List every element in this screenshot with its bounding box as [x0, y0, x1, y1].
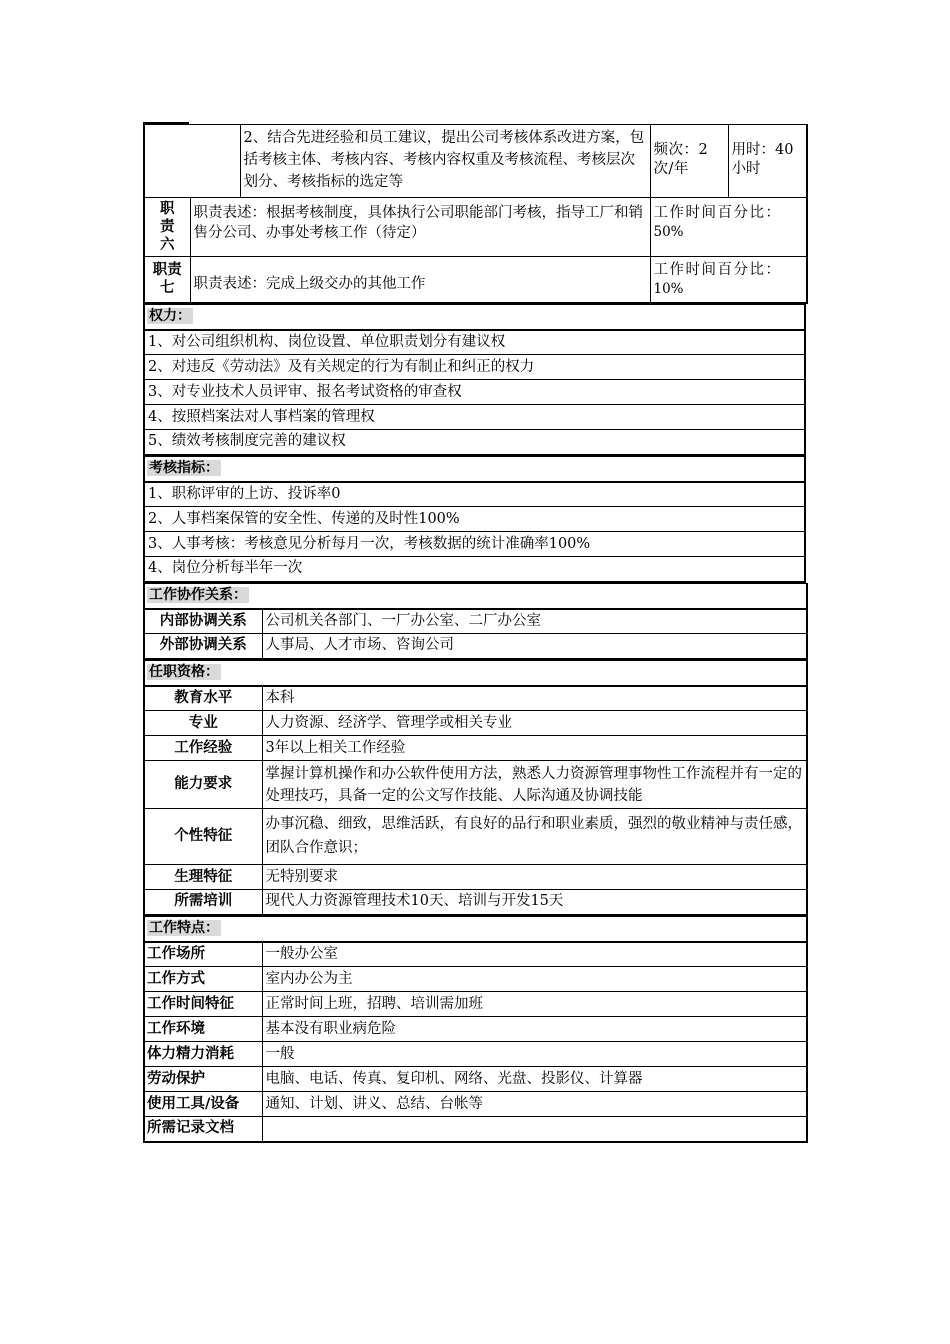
work-environment-label: 工作环境	[144, 1017, 262, 1042]
kpi-item: 2、人事档案保管的安全性、传递的及时性100%	[144, 507, 805, 532]
education-value: 本科	[262, 686, 807, 711]
energy-consumption-label: 体力精力消耗	[144, 1042, 262, 1067]
duty-frequency: 频次：2次/年	[650, 125, 728, 198]
power-title	[144, 304, 805, 330]
work-time-value: 正常时间上班，招聘、培训需加班	[262, 992, 807, 1017]
duties-table	[143, 124, 808, 304]
duty7-percent: 10%	[653, 281, 684, 297]
work-mode-label: 工作方式	[144, 967, 262, 992]
power-title-text: 权力：	[149, 308, 191, 324]
internal-relation-label: 内部协调关系	[144, 609, 262, 634]
power-table	[143, 304, 806, 456]
major-label: 专业	[144, 711, 262, 736]
physical-label: 生理特征	[144, 865, 262, 890]
kpi-title-text: 考核指标：	[149, 460, 219, 476]
work-environment-value: 基本没有职业病危险	[262, 1017, 807, 1042]
job-description-document	[143, 124, 806, 1143]
workplace-label: 工作场所	[144, 942, 262, 967]
major-value: 人力资源、经济学、管理学或相关专业	[262, 711, 807, 736]
records-value	[262, 1117, 807, 1142]
labor-protection-value: 电脑、电话、传真、复印机、网络、光盘、投影仪、计算器	[262, 1067, 807, 1092]
duty7-text: 职责表述：完成上级交办的其他工作	[190, 257, 650, 303]
personality-value: 办事沉稳、细致，思维活跃，有良好的品行和职业素质，强烈的敬业精神与责任感，团队合作意识；	[262, 809, 807, 865]
kpi-table	[143, 456, 806, 583]
cooperation-table	[143, 583, 808, 660]
power-item: 2、对违反《劳动法》及有关规定的行为有制止和纠正的权力	[144, 355, 805, 380]
kpi-item: 3、人事考核：考核意见分析每月一次，考核数据的统计准确率100%	[144, 532, 805, 557]
duty6-row	[144, 198, 807, 257]
duty7-label	[144, 257, 190, 303]
duty6-text: 职责表述：根据考核制度，具体执行公司职能部门考核，指导工厂和销售分公司、办事处考核工作（待定）	[190, 198, 650, 257]
duty6-percent: 50%	[653, 224, 684, 240]
internal-relation-value: 公司机关各部门、一厂办公室、二厂办公室	[262, 609, 807, 634]
experience-value: 3年以上相关工作经验	[262, 736, 807, 761]
features-title-text: 工作特点：	[149, 920, 219, 936]
external-relation-label: 外部协调关系	[144, 634, 262, 659]
power-item: 1、对公司组织机构、岗位设置、单位职责划分有建议权	[144, 330, 805, 355]
features-title	[144, 916, 807, 942]
records-label: 所需记录文档	[144, 1117, 262, 1142]
duty6-percent-label: 工作时间百分比：	[653, 205, 782, 221]
training-value: 现代人力资源管理技术10天、培训与开发15天	[262, 890, 807, 915]
tools-value: 通知、计划、讲义、总结、台帐等	[262, 1092, 807, 1117]
ability-value: 掌握计算机操作和办公软件使用方法，熟悉人力资源管理事物性工作流程并有一定的处理技巧，具备一定的公文写作技能、人际沟通及协调技能	[262, 761, 807, 809]
external-relation-value: 人事局、人才市场、咨询公司	[262, 634, 807, 659]
physical-value: 无特别要求	[262, 865, 807, 890]
education-label: 教育水平	[144, 686, 262, 711]
duty7-label-text: 职责七	[152, 262, 182, 297]
qualification-title-text: 任职资格：	[149, 664, 219, 680]
power-item: 3、对专业技术人员评审、报名考试资格的审查权	[144, 380, 805, 405]
work-mode-value: 室内办公为主	[262, 967, 807, 992]
energy-consumption-value: 一般	[262, 1042, 807, 1067]
work-time-label: 工作时间特征	[144, 992, 262, 1017]
kpi-item: 4、岗位分析每半年一次	[144, 557, 805, 582]
training-label: 所需培训	[144, 890, 262, 915]
features-table	[143, 916, 808, 1143]
duty-continued-row	[144, 125, 807, 198]
duty7-row	[144, 257, 807, 303]
cooperation-title-text: 工作协作关系：	[149, 587, 247, 603]
workplace-value: 一般办公室	[262, 942, 807, 967]
duty-time: 用时：40小时	[728, 125, 807, 198]
personality-label: 个性特征	[144, 809, 262, 865]
duty6-label-text: 职责六	[160, 201, 175, 253]
cooperation-title	[144, 583, 807, 609]
duty7-percent-label: 工作时间百分比：	[653, 262, 782, 278]
duty6-percent-cell	[650, 198, 807, 257]
kpi-item: 1、职称评审的上访、投诉率0	[144, 482, 805, 507]
qualification-table	[143, 660, 808, 916]
tools-label: 使用工具/设备	[144, 1092, 262, 1117]
power-item: 5、绩效考核制度完善的建议权	[144, 430, 805, 455]
duty7-percent-cell	[650, 257, 807, 303]
labor-protection-label: 劳动保护	[144, 1067, 262, 1092]
kpi-title	[144, 456, 805, 482]
qualification-title	[144, 660, 807, 686]
experience-label: 工作经验	[144, 736, 262, 761]
duty-continued-text: 2、结合先进经验和员工建议，提出公司考核体系改进方案，包括考核主体、考核内容、考核内容权重及考核流程、考核层次划分、考核指标的选定等	[240, 125, 650, 198]
duty6-label	[144, 198, 190, 257]
duty-continued-label-cell	[144, 125, 240, 198]
power-item: 4、按照档案法对人事档案的管理权	[144, 405, 805, 430]
ability-label: 能力要求	[144, 761, 262, 809]
